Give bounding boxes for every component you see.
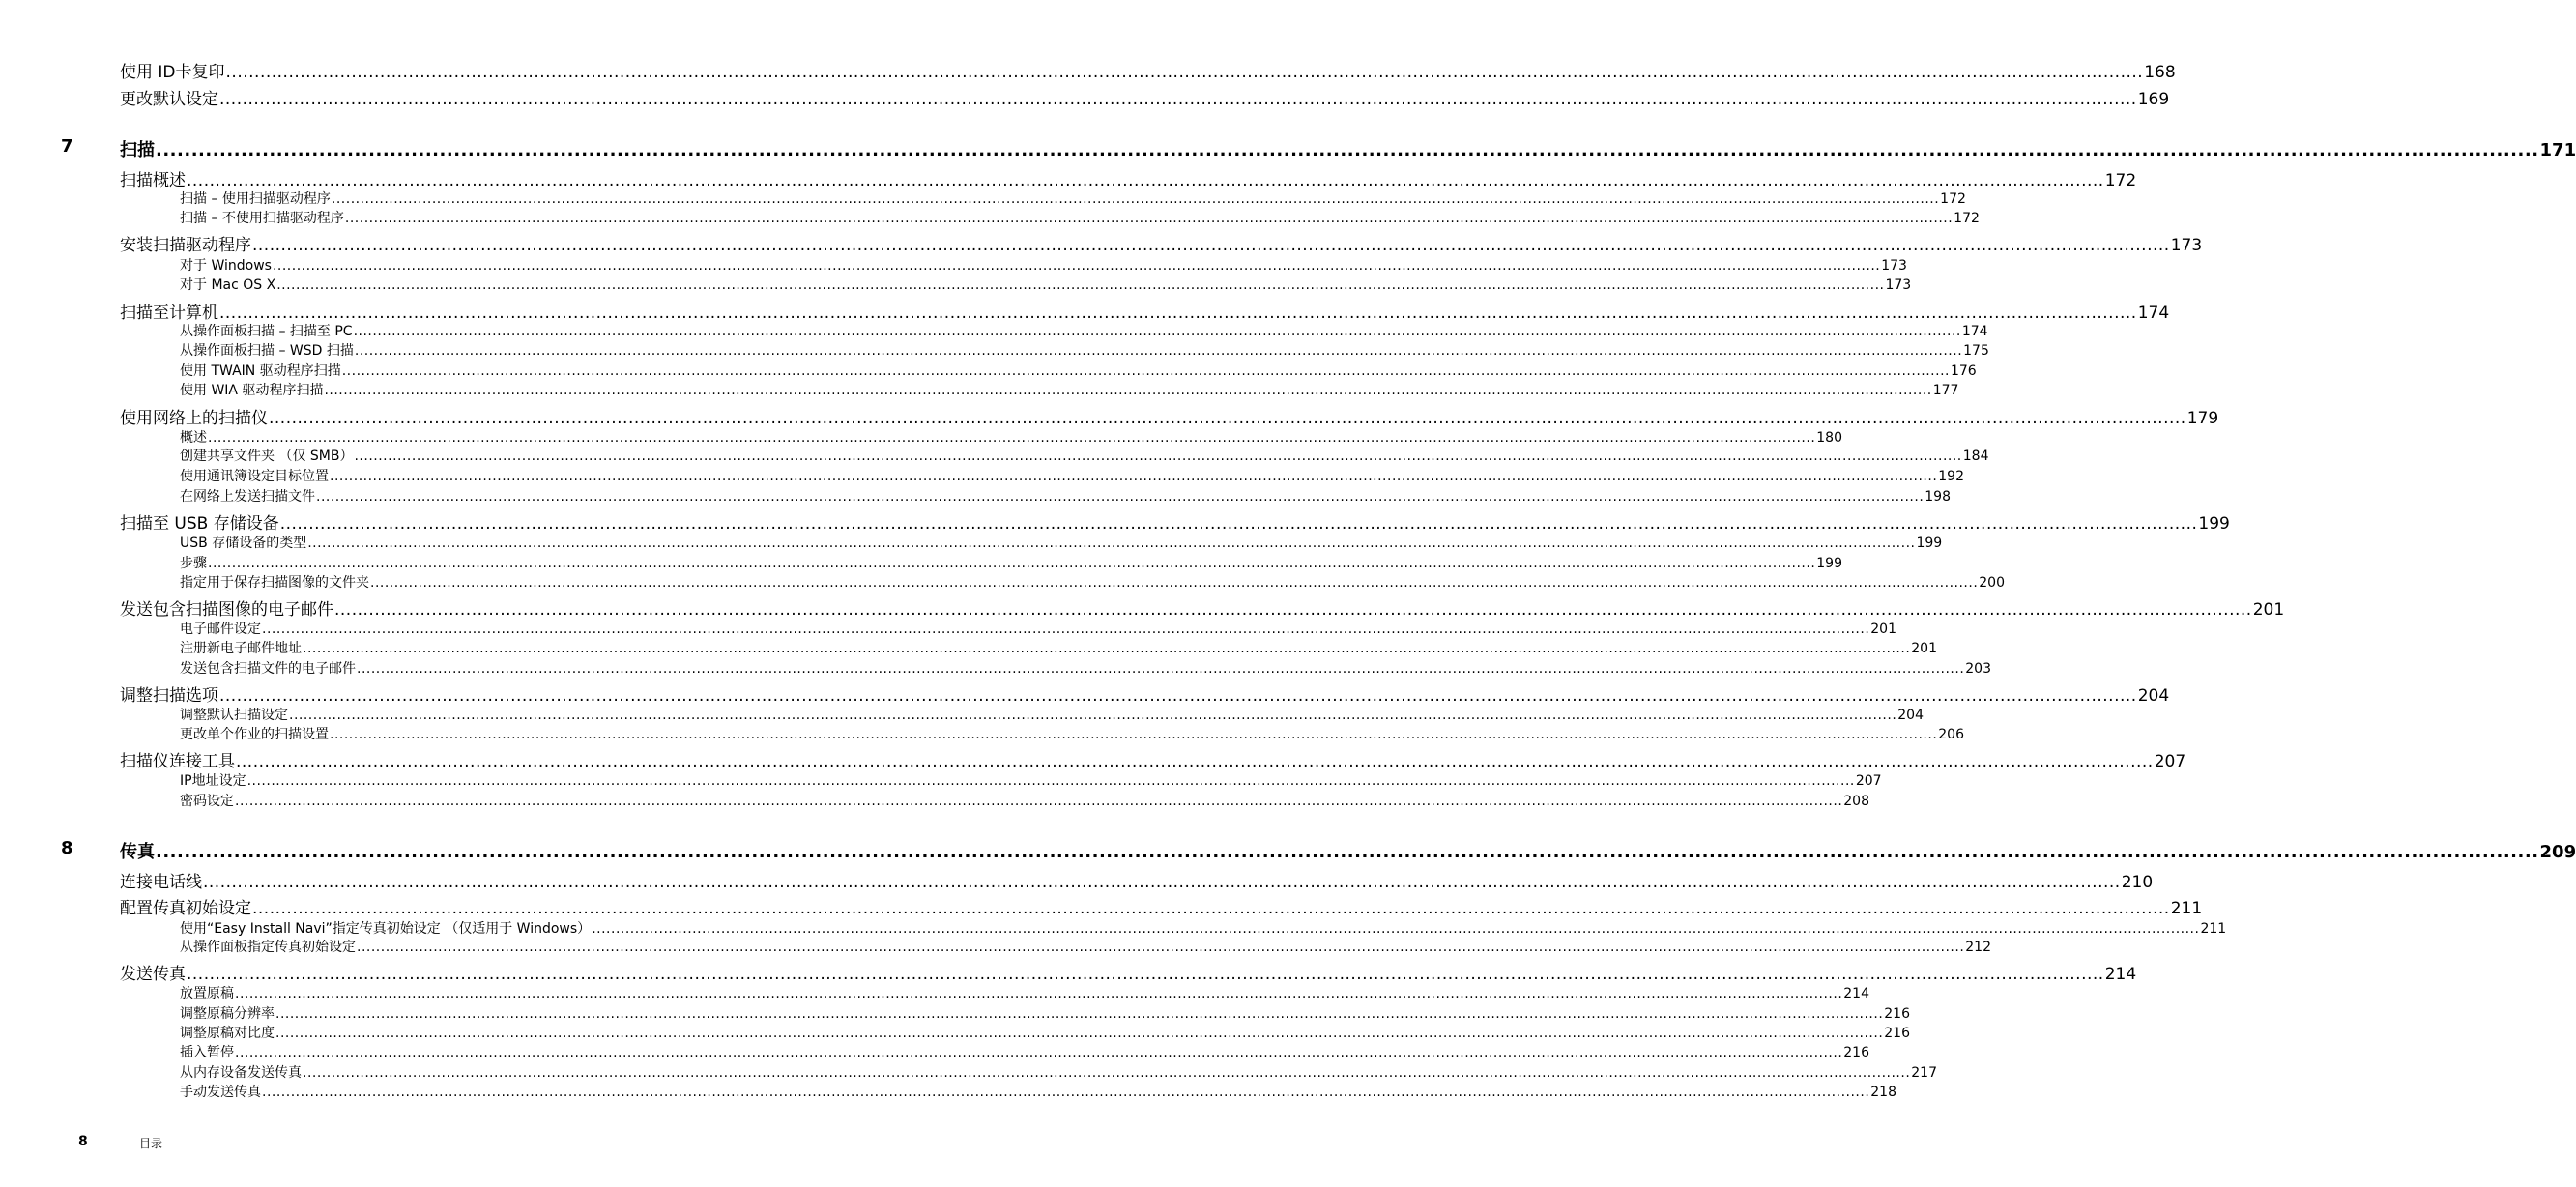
- toc-subsection-entry[interactable]: [180, 918, 2227, 937]
- toc-dot-leader: [252, 899, 2170, 918]
- toc-page-number: 210: [2121, 873, 2154, 892]
- toc-entry-title: 插入暂停: [180, 1045, 234, 1060]
- toc-entry-title: 从操作面板扫描 – 扫描至 PC: [180, 324, 353, 339]
- toc-dot-leader: [208, 430, 1815, 446]
- toc-page-number: 169: [2137, 90, 2170, 109]
- toc-page-number: 217: [1911, 1065, 1937, 1081]
- toc-entry-title: 手动发送传真: [180, 1085, 261, 1100]
- toc-entry-title: 对于 Windows: [180, 258, 272, 274]
- toc-subsection-entry[interactable]: [180, 619, 1896, 637]
- toc-entry-title: 扫描 – 不使用扫描驱动程序: [180, 211, 344, 226]
- toc-page-number: 206: [1938, 727, 1964, 742]
- toc-entry-title: 使用“Easy Install Navi”指定传真初始设定 （仅适用于 Windows）: [180, 921, 592, 937]
- toc-page-number: 173: [1885, 277, 1912, 293]
- toc-page-number: 179: [2186, 409, 2219, 428]
- toc-entry-title: 使用 WIA 驱动程序扫描: [180, 383, 324, 398]
- toc-dot-leader: [219, 304, 2137, 323]
- toc-page-number: 199: [1816, 556, 1842, 571]
- toc-entry-title: 概述: [180, 430, 207, 446]
- toc-section-entry[interactable]: [120, 868, 2154, 892]
- toc-subsection-entry[interactable]: [180, 1023, 1910, 1041]
- toc-subsection-entry[interactable]: [180, 1082, 1896, 1100]
- toc-entry-title: 扫描仪连接工具: [120, 752, 235, 771]
- toc-section-entry[interactable]: [120, 166, 2137, 190]
- toc-page-number: 192: [1938, 469, 1964, 484]
- toc-section-entry[interactable]: [120, 509, 2230, 534]
- toc-page-number: 216: [1884, 1026, 1910, 1041]
- toc-entry-title: 使用 ID卡复印: [120, 63, 225, 82]
- toc-entry-title: 注册新电子邮件地址: [180, 641, 302, 656]
- toc-dot-leader: [187, 171, 2104, 190]
- toc-page-number: 212: [1965, 940, 1991, 955]
- toc-page-number: 168: [2144, 63, 2176, 82]
- toc-entry-title: 使用网络上的扫描仪: [120, 409, 268, 428]
- toc-subsection-entry[interactable]: [180, 937, 1991, 955]
- toc-section-entry[interactable]: [120, 299, 2170, 323]
- toc-dot-leader: [273, 258, 1880, 274]
- toc-entry-title: IP地址设定: [180, 773, 246, 789]
- toc-entry-title: 传真: [120, 842, 155, 862]
- toc-section-entry[interactable]: [120, 85, 2170, 109]
- toc-subsection-entry[interactable]: [180, 1062, 1937, 1081]
- toc-entry-title: 在网络上发送扫描文件: [180, 489, 315, 505]
- toc-page-number: 204: [2137, 686, 2170, 706]
- toc-subsection-entry[interactable]: [180, 361, 1977, 379]
- toc-subsection-entry[interactable]: [180, 208, 1980, 226]
- toc-entry-title: 调整扫描选项: [120, 686, 218, 706]
- toc-entry-title: 扫描至计算机: [120, 304, 218, 323]
- toc-dot-leader: [289, 708, 1896, 723]
- toc-subsection-entry[interactable]: [180, 791, 1869, 809]
- toc-page-number: 172: [1954, 211, 1980, 226]
- toc-section-entry[interactable]: [120, 681, 2170, 706]
- toc-section-entry[interactable]: [120, 960, 2137, 984]
- toc-page-number: 211: [2170, 899, 2203, 918]
- footer-section-label: 目录: [139, 1137, 163, 1150]
- toc-subsection-entry[interactable]: [180, 427, 1842, 446]
- toc-subsection-entry[interactable]: [180, 486, 1951, 505]
- toc-entry-title: 使用通讯簿设定目标位置: [180, 469, 329, 484]
- toc-dot-leader: [156, 140, 2539, 160]
- toc-subsection-entry[interactable]: [180, 340, 1989, 359]
- toc-entry-title: 从操作面板指定传真初始设定: [180, 940, 356, 955]
- toc-page-number: 207: [1855, 773, 1882, 789]
- toc-subsection-entry[interactable]: [180, 446, 1989, 464]
- toc-entry-title: 连接电话线: [120, 873, 202, 892]
- toc-page-number: 208: [1843, 794, 1869, 809]
- toc-subsection-entry[interactable]: [180, 638, 1937, 656]
- toc-entry-title: 对于 Mac OS X: [180, 277, 276, 293]
- toc-dot-leader: [235, 1045, 1842, 1060]
- toc-chapter-number: 7: [61, 136, 73, 157]
- toc-dot-leader: [187, 965, 2104, 984]
- toc-page-number: 175: [1963, 343, 1989, 359]
- toc-page-number: 174: [1961, 324, 1988, 339]
- toc-page-number: 198: [1925, 489, 1951, 505]
- toc-entry-title: 更改默认设定: [120, 90, 218, 109]
- toc-subsection-entry[interactable]: [180, 380, 1959, 398]
- toc-dot-leader: [235, 986, 1842, 1001]
- footer-page-number: 8: [78, 1134, 88, 1149]
- toc-entry-title: 密码设定: [180, 794, 234, 809]
- toc-subsection-entry[interactable]: [180, 983, 1869, 1001]
- toc-dot-leader: [269, 409, 2186, 428]
- toc-page-number: 209: [2539, 842, 2576, 862]
- toc-entry-title: 步骤: [180, 556, 207, 571]
- toc-dot-leader: [316, 489, 1924, 505]
- toc-section-entry[interactable]: [120, 404, 2219, 428]
- toc-entry-title: 调整原稿分辨率: [180, 1006, 275, 1022]
- toc-entry-title: 从内存设备发送传真: [180, 1065, 302, 1081]
- toc-dot-leader: [342, 363, 1950, 379]
- toc-dot-leader: [334, 600, 2252, 620]
- toc-entry-title: 发送包含扫描文件的电子邮件: [180, 661, 356, 677]
- toc-subsection-entry[interactable]: [180, 275, 1912, 293]
- toc-dot-leader: [345, 211, 1953, 226]
- toc-page-number: 199: [1916, 536, 1943, 551]
- toc-page-number: 211: [2200, 921, 2227, 937]
- toc-page-number: 214: [1843, 986, 1869, 1001]
- toc-dot-leader: [262, 1085, 1869, 1100]
- toc-dot-leader: [592, 921, 2199, 937]
- toc-subsection-entry[interactable]: [180, 466, 1964, 484]
- toc-page-number: 218: [1870, 1085, 1896, 1100]
- toc-subsection-entry[interactable]: [180, 321, 1988, 339]
- toc-dot-leader: [303, 1065, 1910, 1081]
- toc-section-entry[interactable]: [120, 231, 2203, 255]
- toc-dot-leader: [330, 727, 1937, 742]
- toc-entry-title: 电子邮件设定: [180, 622, 261, 637]
- toc-page-number: 171: [2539, 140, 2576, 160]
- toc-page-number: 177: [1932, 383, 1959, 398]
- toc-entry-title: 指定用于保存扫描图像的文件夹: [180, 575, 369, 591]
- toc-chapter-number: 8: [61, 838, 73, 858]
- toc-dot-leader: [330, 469, 1937, 484]
- toc-subsection-entry[interactable]: [180, 1042, 1869, 1060]
- toc-page-number: 180: [1816, 430, 1842, 446]
- toc-subsection-entry[interactable]: [180, 533, 1943, 551]
- toc-entry-title: 扫描至 USB 存储设备: [120, 514, 279, 534]
- toc-dot-leader: [324, 383, 1931, 398]
- toc-entry-title: USB 存储设备的类型: [180, 536, 307, 551]
- toc-dot-leader: [280, 514, 2198, 534]
- toc-page-number: 201: [1870, 622, 1896, 637]
- toc-page-number: 207: [2154, 752, 2186, 771]
- toc-subsection-entry[interactable]: [180, 553, 1842, 571]
- toc-entry-title: 发送传真: [120, 965, 186, 984]
- toc-entry-title: 放置原稿: [180, 986, 234, 1001]
- toc-dot-leader: [219, 90, 2137, 109]
- toc-dot-leader: [275, 1006, 1883, 1022]
- toc-subsection-entry[interactable]: [180, 705, 1924, 723]
- toc-subsection-entry[interactable]: [180, 658, 1991, 677]
- toc-section-entry[interactable]: [120, 894, 2203, 918]
- toc-page-number: 216: [1884, 1006, 1910, 1022]
- toc-dot-leader: [262, 622, 1869, 637]
- toc-page-number: 173: [1881, 258, 1907, 274]
- toc-section-entry[interactable]: [120, 58, 2176, 82]
- toc-entry-title: 使用 TWAIN 驱动程序扫描: [180, 363, 341, 379]
- toc-dot-leader: [236, 752, 2154, 771]
- toc-subsection-entry[interactable]: [180, 188, 1966, 207]
- toc-page-number: 201: [1911, 641, 1937, 656]
- toc-dot-leader: [252, 236, 2170, 255]
- toc-entry-title: 从操作面板扫描 – WSD 扫描: [180, 343, 354, 359]
- toc-dot-leader: [357, 661, 1964, 677]
- toc-dot-leader: [247, 773, 1855, 789]
- toc-dot-leader: [275, 1026, 1883, 1041]
- toc-section-entry[interactable]: [120, 747, 2186, 771]
- toc-page-number: 216: [1843, 1045, 1869, 1060]
- toc-page-number: 199: [2198, 514, 2230, 534]
- toc-subsection-entry[interactable]: [180, 572, 2005, 591]
- toc-entry-title: 创建共享文件夹 （仅 SMB）: [180, 449, 354, 464]
- toc-entry-title: 配置传真初始设定: [120, 899, 251, 918]
- toc-entry-title: 安装扫描驱动程序: [120, 236, 251, 255]
- toc-dot-leader: [354, 449, 1961, 464]
- toc-page-number: 214: [2104, 965, 2137, 984]
- toc-page-number: 173: [2170, 236, 2203, 255]
- toc-dot-leader: [203, 873, 2121, 892]
- toc-subsection-entry[interactable]: [180, 1003, 1910, 1022]
- toc-page-number: 203: [1965, 661, 1991, 677]
- toc-dot-leader: [208, 556, 1815, 571]
- toc-subsection-entry[interactable]: [180, 770, 1882, 789]
- toc-dot-leader: [370, 575, 1978, 591]
- toc-dot-leader: [354, 324, 1961, 339]
- toc-dot-leader: [276, 277, 1884, 293]
- toc-page-number: 176: [1950, 363, 1977, 379]
- toc-dot-leader: [235, 794, 1842, 809]
- toc-dot-leader: [219, 686, 2137, 706]
- toc-entry-title: 调整默认扫描设定: [180, 708, 288, 723]
- toc-page-number: 172: [1940, 191, 1966, 207]
- toc-page-number: 174: [2137, 304, 2170, 323]
- toc-dot-leader: [156, 842, 2539, 862]
- toc-page-number: 184: [1962, 449, 1989, 464]
- toc-dot-leader: [357, 940, 1964, 955]
- toc-page-number: 172: [2104, 171, 2137, 190]
- toc-dot-leader: [226, 63, 2144, 82]
- toc-dot-leader: [307, 536, 1915, 551]
- toc-page-number: 204: [1897, 708, 1924, 723]
- toc-page-number: 201: [2252, 600, 2285, 620]
- toc-entry-title: 调整原稿对比度: [180, 1026, 275, 1041]
- toc-dot-leader: [355, 343, 1962, 359]
- toc-entry-title: 更改单个作业的扫描设置: [180, 727, 329, 742]
- toc-entry-title: 扫描概述: [120, 171, 186, 190]
- toc-dot-leader: [303, 641, 1910, 656]
- toc-subsection-entry[interactable]: [180, 255, 1907, 274]
- toc-section-entry[interactable]: [120, 595, 2285, 620]
- toc-chapter-entry[interactable]: [61, 136, 2576, 161]
- toc-dot-leader: [332, 191, 1939, 207]
- toc-page-number: 200: [1979, 575, 2005, 591]
- toc-subsection-entry[interactable]: [180, 724, 1964, 742]
- toc-entry-title: 扫描 – 使用扫描驱动程序: [180, 191, 331, 207]
- toc-entry-title: 发送包含扫描图像的电子邮件: [120, 600, 333, 620]
- toc-entry-title: 扫描: [120, 140, 155, 160]
- toc-chapter-entry[interactable]: [61, 838, 2576, 863]
